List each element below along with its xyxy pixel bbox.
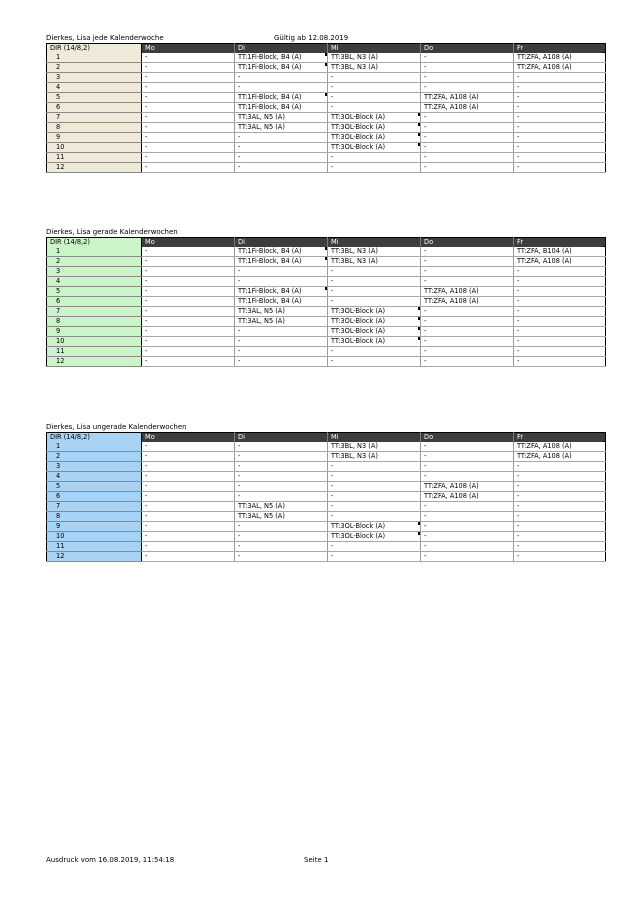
lesson-cell: TT:ZFA, A108 (A) (421, 297, 514, 307)
table-row (47, 53, 606, 63)
lesson-cell: - (142, 317, 235, 327)
table-row (47, 452, 606, 462)
table-row (47, 277, 606, 287)
header-row (47, 238, 606, 248)
period-number: 4 (47, 83, 142, 93)
lesson-cell: - (421, 307, 514, 317)
period-number: 8 (47, 317, 142, 327)
period-number: 10 (47, 532, 142, 542)
lesson-cell: - (235, 277, 328, 287)
lesson-cell: - (514, 542, 606, 552)
room-header: DIR (14/8,2) (47, 44, 142, 54)
timetable-title: Dierkes, Lisa jede Kalenderwoche (46, 34, 164, 42)
lesson-cell: - (328, 83, 421, 93)
table-row (47, 472, 606, 482)
lesson-cell: TT:ZFA, B104 (A) (514, 247, 606, 257)
table-row (47, 163, 606, 173)
lesson-cell: - (514, 93, 606, 103)
table-row (47, 337, 606, 347)
lesson-cell: TT:3ÖL-Block (A) (328, 123, 421, 133)
lesson-cell: TT:3AL, N5 (A) (235, 502, 328, 512)
lesson-cell: - (235, 83, 328, 93)
lesson-cell: - (328, 357, 421, 367)
table-row (47, 83, 606, 93)
table-row (47, 327, 606, 337)
table-row (47, 307, 606, 317)
lesson-cell: - (328, 492, 421, 502)
lesson-cell: TT:ZFA, A108 (A) (421, 287, 514, 297)
table-row (47, 63, 606, 73)
lesson-cell: - (142, 357, 235, 367)
period-number: 7 (47, 307, 142, 317)
lesson-cell: TT:3ÖL-Block (A) (328, 133, 421, 143)
lesson-cell: - (514, 133, 606, 143)
lesson-cell: - (514, 522, 606, 532)
day-header-fr: Fr (514, 44, 606, 54)
lesson-cell: - (421, 153, 514, 163)
lesson-cell: TT:1Fi-Block, B4 (A) (235, 53, 328, 63)
lesson-cell: - (235, 472, 328, 482)
lesson-cell: - (235, 492, 328, 502)
lesson-cell: - (235, 163, 328, 173)
lesson-cell: TT:ZFA, A108 (A) (421, 492, 514, 502)
lesson-cell: - (235, 357, 328, 367)
table-row (47, 522, 606, 532)
lesson-cell: - (142, 532, 235, 542)
day-header-di: Di (235, 238, 328, 248)
lesson-cell: - (514, 552, 606, 562)
table-row (47, 552, 606, 562)
lesson-cell: - (142, 472, 235, 482)
lesson-cell: - (514, 297, 606, 307)
print-footer (46, 856, 329, 864)
table-row (47, 347, 606, 357)
lesson-cell: - (328, 73, 421, 83)
lesson-cell: - (142, 257, 235, 267)
lesson-cell: - (328, 512, 421, 522)
lesson-cell: TT:ZFA, A108 (A) (421, 482, 514, 492)
lesson-cell: - (514, 337, 606, 347)
lesson-cell: - (328, 297, 421, 307)
lesson-cell: TT:3AL, N5 (A) (235, 512, 328, 522)
table-row (47, 482, 606, 492)
lesson-cell: - (142, 163, 235, 173)
lesson-cell: - (142, 113, 235, 123)
lesson-cell: - (328, 153, 421, 163)
period-number: 10 (47, 143, 142, 153)
lesson-cell: - (514, 153, 606, 163)
timetable-odd-weeks (46, 423, 606, 562)
period-number: 6 (47, 492, 142, 502)
lesson-cell: TT:ZFA, A108 (A) (421, 103, 514, 113)
lesson-cell: - (421, 337, 514, 347)
lesson-cell: - (142, 73, 235, 83)
lesson-cell: - (235, 133, 328, 143)
table-row (47, 267, 606, 277)
lesson-cell: - (328, 462, 421, 472)
lesson-cell: - (328, 347, 421, 357)
period-number: 11 (47, 347, 142, 357)
lesson-cell: TT:3ÖL-Block (A) (328, 113, 421, 123)
lesson-cell: - (514, 462, 606, 472)
day-header-di: Di (235, 44, 328, 54)
period-number: 12 (47, 357, 142, 367)
lesson-cell: - (421, 73, 514, 83)
lesson-cell: TT:3AL, N5 (A) (235, 317, 328, 327)
page-number: Seite 1 (304, 856, 329, 864)
print-timestamp: Ausdruck vom 16.08.2019, 11:54:18 (46, 856, 175, 864)
timetable-grid (46, 43, 606, 173)
lesson-cell: - (421, 327, 514, 337)
lesson-cell: - (235, 442, 328, 452)
period-number: 9 (47, 327, 142, 337)
lesson-cell: - (421, 472, 514, 482)
lesson-cell: - (514, 143, 606, 153)
lesson-cell: - (142, 452, 235, 462)
lesson-cell: TT:3BL, N3 (A) (328, 442, 421, 452)
period-number: 12 (47, 163, 142, 173)
lesson-cell: - (235, 267, 328, 277)
lesson-cell: TT:1Fi-Block, B4 (A) (235, 63, 328, 73)
lesson-cell: TT:3AL, N5 (A) (235, 113, 328, 123)
day-header-do: Do (421, 44, 514, 54)
lesson-cell: - (142, 287, 235, 297)
lesson-cell: - (421, 442, 514, 452)
room-header: DIR (14/8,2) (47, 433, 142, 443)
lesson-cell: - (514, 277, 606, 287)
lesson-cell: - (421, 317, 514, 327)
lesson-cell: - (514, 123, 606, 133)
lesson-cell: - (328, 542, 421, 552)
lesson-cell: TT:3ÖL-Block (A) (328, 143, 421, 153)
lesson-cell: - (142, 512, 235, 522)
lesson-cell: - (235, 542, 328, 552)
lesson-cell: - (421, 347, 514, 357)
table-row (47, 287, 606, 297)
lesson-cell: - (421, 267, 514, 277)
lesson-cell: - (142, 83, 235, 93)
period-number: 11 (47, 153, 142, 163)
period-number: 5 (47, 287, 142, 297)
day-header-do: Do (421, 433, 514, 443)
table-row (47, 113, 606, 123)
lesson-cell: - (514, 113, 606, 123)
lesson-cell: - (142, 502, 235, 512)
lesson-cell: - (328, 552, 421, 562)
lesson-cell: - (514, 307, 606, 317)
lesson-cell: - (421, 143, 514, 153)
lesson-cell: TT:1Fi-Block, B4 (A) (235, 247, 328, 257)
lesson-cell: - (142, 327, 235, 337)
table-row (47, 257, 606, 267)
lesson-cell: TT:3BL, N3 (A) (328, 63, 421, 73)
period-number: 4 (47, 472, 142, 482)
lesson-cell: - (142, 143, 235, 153)
table-row (47, 512, 606, 522)
valid-from-label: Gültig ab 12.08.2019 (274, 34, 349, 42)
lesson-cell: TT:1Fi-Block, B4 (A) (235, 93, 328, 103)
lesson-cell: TT:ZFA, A108 (A) (514, 442, 606, 452)
period-number: 2 (47, 63, 142, 73)
lesson-cell: - (514, 83, 606, 93)
lesson-cell: - (514, 73, 606, 83)
lesson-cell: - (142, 337, 235, 347)
lesson-cell: - (514, 492, 606, 502)
lesson-cell: - (514, 357, 606, 367)
period-number: 9 (47, 133, 142, 143)
lesson-cell: - (421, 512, 514, 522)
lesson-cell: - (235, 143, 328, 153)
lesson-cell: - (235, 347, 328, 357)
lesson-cell: - (235, 482, 328, 492)
lesson-cell: - (328, 482, 421, 492)
lesson-cell: - (328, 103, 421, 113)
lesson-cell: - (142, 482, 235, 492)
lesson-cell: TT:ZFA, A108 (A) (514, 53, 606, 63)
lesson-cell: - (142, 267, 235, 277)
lesson-cell: TT:1Fi-Block, B4 (A) (235, 103, 328, 113)
lesson-cell: - (421, 357, 514, 367)
timetable-caption (46, 34, 606, 43)
lesson-cell: - (142, 462, 235, 472)
lesson-cell: - (142, 93, 235, 103)
lesson-cell: TT:3ÖL-Block (A) (328, 337, 421, 347)
period-number: 7 (47, 502, 142, 512)
lesson-cell: - (328, 502, 421, 512)
lesson-cell: - (235, 452, 328, 462)
period-number: 10 (47, 337, 142, 347)
lesson-cell: TT:3ÖL-Block (A) (328, 307, 421, 317)
lesson-cell: - (328, 472, 421, 482)
lesson-cell: TT:3BL, N3 (A) (328, 53, 421, 63)
day-header-fr: Fr (514, 238, 606, 248)
lesson-cell: - (142, 542, 235, 552)
day-header-mo: Mo (142, 433, 235, 443)
table-row (47, 247, 606, 257)
period-number: 8 (47, 123, 142, 133)
lesson-cell: TT:3ÖL-Block (A) (328, 317, 421, 327)
lesson-cell: - (514, 267, 606, 277)
lesson-cell: - (142, 297, 235, 307)
table-row (47, 103, 606, 113)
lesson-cell: - (142, 133, 235, 143)
period-number: 5 (47, 93, 142, 103)
lesson-cell: - (514, 317, 606, 327)
period-number: 5 (47, 482, 142, 492)
table-row (47, 357, 606, 367)
timetable-even-weeks (46, 228, 606, 367)
lesson-cell: - (235, 153, 328, 163)
table-row (47, 542, 606, 552)
period-number: 9 (47, 522, 142, 532)
period-number: 3 (47, 73, 142, 83)
lesson-cell: - (514, 347, 606, 357)
period-number: 3 (47, 462, 142, 472)
lesson-cell: - (328, 267, 421, 277)
lesson-cell: - (514, 532, 606, 542)
lesson-cell: TT:1Fi-Block, B4 (A) (235, 287, 328, 297)
timetable-caption (46, 423, 606, 432)
lesson-cell: TT:3AL, N5 (A) (235, 123, 328, 133)
timetable-grid (46, 432, 606, 562)
lesson-cell: - (514, 482, 606, 492)
lesson-cell: - (421, 277, 514, 287)
lesson-cell: - (142, 492, 235, 502)
lesson-cell: - (421, 53, 514, 63)
period-number: 2 (47, 257, 142, 267)
lesson-cell: - (142, 153, 235, 163)
table-row (47, 462, 606, 472)
lesson-cell: - (142, 552, 235, 562)
day-header-mi: Mi (328, 238, 421, 248)
lesson-cell: - (328, 287, 421, 297)
lesson-cell: - (142, 347, 235, 357)
lesson-cell: - (421, 63, 514, 73)
table-row (47, 297, 606, 307)
period-number: 12 (47, 552, 142, 562)
lesson-cell: TT:3AL, N5 (A) (235, 307, 328, 317)
lesson-cell: - (142, 277, 235, 287)
lesson-cell: - (421, 123, 514, 133)
table-row (47, 123, 606, 133)
day-header-di: Di (235, 433, 328, 443)
header-row (47, 433, 606, 443)
period-number: 6 (47, 103, 142, 113)
table-row (47, 317, 606, 327)
lesson-cell: - (514, 287, 606, 297)
day-header-mi: Mi (328, 433, 421, 443)
period-number: 2 (47, 452, 142, 462)
lesson-cell: - (514, 502, 606, 512)
lesson-cell: - (421, 257, 514, 267)
lesson-cell: - (235, 552, 328, 562)
lesson-cell: - (142, 307, 235, 317)
lesson-cell: TT:3ÖL-Block (A) (328, 532, 421, 542)
timetable-title: Dierkes, Lisa ungerade Kalenderwochen (46, 423, 187, 431)
header-row (47, 44, 606, 54)
lesson-cell: - (421, 522, 514, 532)
table-row (47, 133, 606, 143)
lesson-cell: - (142, 247, 235, 257)
period-number: 3 (47, 267, 142, 277)
lesson-cell: TT:1Fi-Block, B4 (A) (235, 257, 328, 267)
lesson-cell: - (421, 247, 514, 257)
timetable-every-week (46, 34, 606, 173)
lesson-cell: TT:1Fi-Block, B4 (A) (235, 297, 328, 307)
table-row (47, 442, 606, 452)
lesson-cell: - (235, 327, 328, 337)
lesson-cell: TT:ZFA, A108 (A) (514, 452, 606, 462)
lesson-cell: - (142, 103, 235, 113)
table-row (47, 492, 606, 502)
lesson-cell: - (421, 83, 514, 93)
lesson-cell: TT:3ÖL-Block (A) (328, 522, 421, 532)
lesson-cell: - (421, 163, 514, 173)
day-header-mi: Mi (328, 44, 421, 54)
timetable-caption (46, 228, 606, 237)
lesson-cell: - (514, 163, 606, 173)
lesson-cell: - (421, 552, 514, 562)
period-number: 1 (47, 442, 142, 452)
period-number: 1 (47, 247, 142, 257)
lesson-cell: - (514, 103, 606, 113)
lesson-cell: TT:ZFA, A108 (A) (421, 93, 514, 103)
lesson-cell: - (421, 113, 514, 123)
lesson-cell: - (514, 327, 606, 337)
lesson-cell: - (142, 522, 235, 532)
timetable-title: Dierkes, Lisa gerade Kalenderwochen (46, 228, 178, 236)
day-header-do: Do (421, 238, 514, 248)
table-row (47, 502, 606, 512)
lesson-cell: - (142, 442, 235, 452)
lesson-cell: TT:3BL, N3 (A) (328, 257, 421, 267)
period-number: 4 (47, 277, 142, 287)
lesson-cell: TT:3BL, N3 (A) (328, 247, 421, 257)
lesson-cell: - (142, 53, 235, 63)
lesson-cell: - (421, 542, 514, 552)
lesson-cell: - (328, 93, 421, 103)
day-header-mo: Mo (142, 238, 235, 248)
lesson-cell: - (421, 532, 514, 542)
lesson-cell: - (421, 452, 514, 462)
lesson-cell: - (514, 472, 606, 482)
lesson-cell: - (421, 133, 514, 143)
table-row (47, 93, 606, 103)
lesson-cell: - (142, 63, 235, 73)
lesson-cell: TT:3BL, N3 (A) (328, 452, 421, 462)
lesson-cell: - (142, 123, 235, 133)
lesson-cell: - (235, 522, 328, 532)
period-number: 11 (47, 542, 142, 552)
period-number: 6 (47, 297, 142, 307)
lesson-cell: TT:3ÖL-Block (A) (328, 327, 421, 337)
lesson-cell: TT:ZFA, A108 (A) (514, 257, 606, 267)
lesson-cell: - (421, 502, 514, 512)
table-row (47, 73, 606, 83)
lesson-cell: - (235, 337, 328, 347)
table-row (47, 532, 606, 542)
lesson-cell: - (328, 163, 421, 173)
day-header-mo: Mo (142, 44, 235, 54)
table-row (47, 143, 606, 153)
room-header: DIR (14/8,2) (47, 238, 142, 248)
lesson-cell: - (514, 512, 606, 522)
timetable-grid (46, 237, 606, 367)
period-number: 7 (47, 113, 142, 123)
lesson-cell: - (328, 277, 421, 287)
lesson-cell: - (235, 462, 328, 472)
lesson-cell: - (235, 73, 328, 83)
lesson-cell: - (235, 532, 328, 542)
period-number: 1 (47, 53, 142, 63)
lesson-cell: - (421, 462, 514, 472)
day-header-fr: Fr (514, 433, 606, 443)
table-row (47, 153, 606, 163)
period-number: 8 (47, 512, 142, 522)
lesson-cell: TT:ZFA, A108 (A) (514, 63, 606, 73)
